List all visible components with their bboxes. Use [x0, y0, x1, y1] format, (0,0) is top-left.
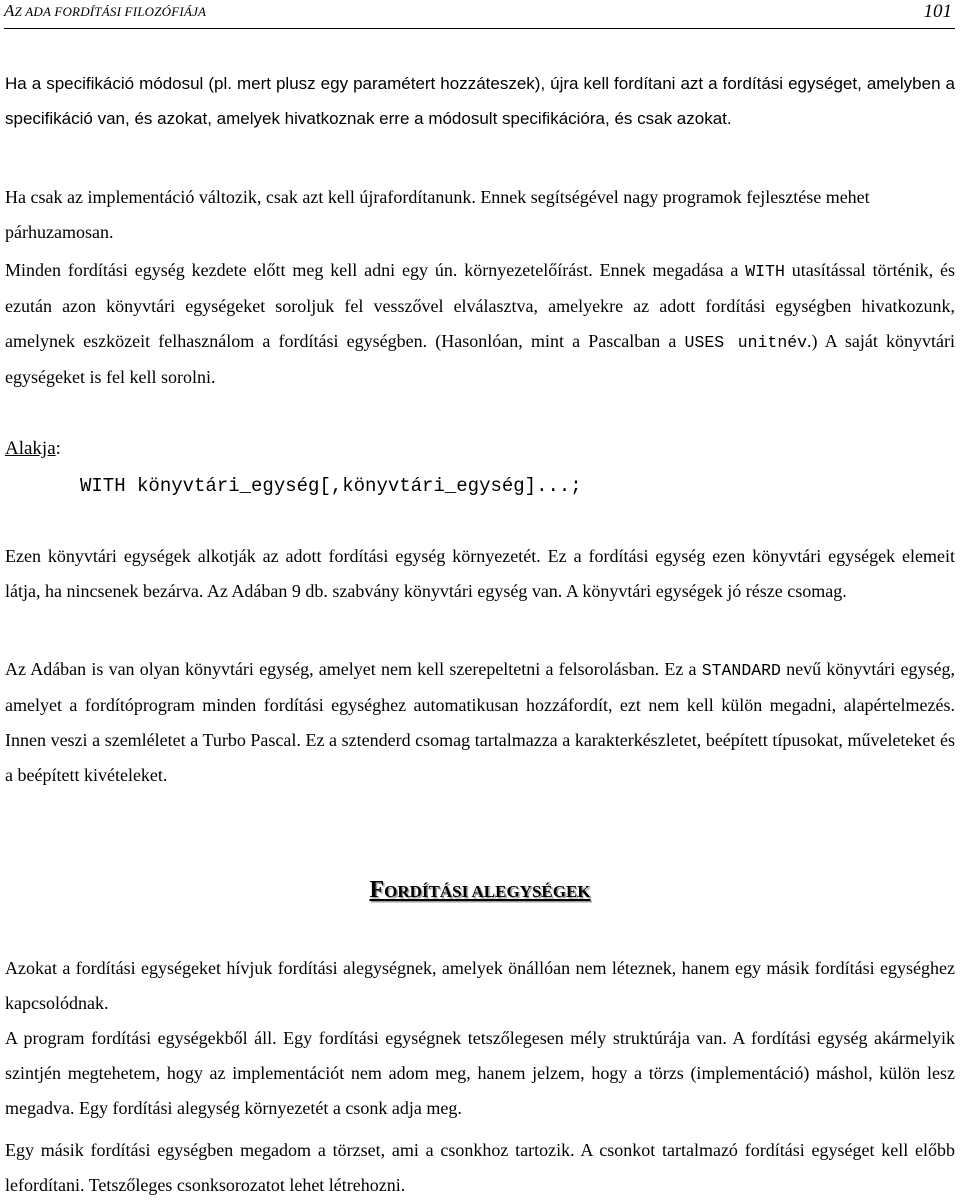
syntax-code: WITH könyvtári_egység[,könyvtári_egység]...;	[80, 475, 582, 497]
with-keyword: WITH	[745, 262, 785, 281]
paragraph-with-clause	[5, 253, 955, 395]
paragraph-spec-change	[5, 66, 955, 136]
running-title-rest: Z ADA FORDÍTÁSI FILOZÓFIÁJA	[14, 4, 207, 19]
paragraph-impl-change: Ha csak az implementáció változik, csak azt kell újrafordítanunk. Ennek segítségével nagy programok fejlesztése mehet párhuzamosan.	[5, 187, 870, 242]
standard-keyword: STANDARD	[701, 661, 781, 680]
paragraph-with-text-2: utasítással történik, és ezután azon könyvtári egységeket soroljuk fel vesszővel elválasztva, amelyekre az adott fordítási egységben hivatkozunk, amelynek eszközeit felhasználom a fordítási egységben. (Hasonlóan, mint a Pascalban a	[5, 260, 956, 351]
syntax-label	[5, 438, 61, 460]
paragraph-environment: Ezen könyvtári egységek alkotják az adott fordítási egység környezetét. Ez a fordítási egység ezen könyvtári egységek elemeit látja, ha nincsenek bezárva. Az Adában 9 db. szabvány könyvtári egység van. A könyvtári egységek jó része csomag.	[5, 546, 955, 601]
running-title	[4, 1, 206, 21]
syntax-label-word: Alakja	[5, 438, 56, 459]
paragraph-standard-text-1: Az Adában is van olyan könyvtári egység, amelyet nem kell szerepeltetni a felsorolásban. Ez a	[5, 659, 702, 679]
uses-keyword: USES unitnév	[684, 333, 808, 352]
paragraph-spec-change-text: Ha a specifikáció módosul (pl. mert plusz egy paramétert hozzáteszek), újra kell fordítani azt a fordítási egységet, amelyben a specifikáció van, és azokat, amelyek hivatkoznak erre a módosult specifikációra, és csak azokat.	[5, 74, 955, 128]
paragraph-standard	[5, 652, 955, 793]
page-number: 101	[923, 1, 952, 22]
syntax-label-colon: :	[55, 438, 61, 459]
paragraph-body-stub: Egy másik fordítási egységben megadom a törzset, ami a csonkhoz tartozik. A csonkot tartalmazó fordítási egységet kell előbb lefordítani. Tetszőleges csonksorozatot lehet létrehozni.	[5, 1140, 955, 1195]
section-heading-initial: F	[369, 877, 385, 903]
section-heading-rest: ORDÍTÁSI ALEGYSÉGEK	[384, 882, 591, 901]
paragraph-with-text-3: .) A saját könyvtári egységeket is fel kell sorolni.	[5, 331, 955, 387]
section-heading	[5, 877, 955, 904]
running-title-initial: A	[4, 1, 15, 20]
paragraph-standard-text-2: nevű könyvtári egység, amelyet a fordítóprogram minden fordítási egységhez automatikusan hozzáfordít, ezt nem kell külön megadni, alapértelmezés. Innen veszi a szemléletet a Turbo Pascal. Ez a sztenderd csomag tartalmazza a karakterkészletet, beépített típusokat, műveleteket és a beépített kivételeket.	[5, 659, 955, 785]
page-header	[4, 0, 955, 29]
paragraph-stub: A program fordítási egységekből áll. Egy fordítási egységnek tetszőlegesen mély struktúrája van. A fordítási egység akármelyik szintjén megtehetem, hogy az implementációt nem adom meg, hanem jelzem, hogy a törzs (implementáció) máshol, külön lesz megadva. Egy fordítási alegység környezetét a csonk adja meg.	[5, 1028, 955, 1118]
paragraph-subunit-def: Azokat a fordítási egységeket hívjuk fordítási alegységnek, amelyek önállóan nem léteznek, hanem egy másik fordítási egységhez kapcsolódnak.	[5, 958, 955, 1013]
paragraph-with-text-1: Minden fordítási egység kezdete előtt meg kell adni egy ún. környezetelőírást. Ennek megadása a	[5, 260, 746, 280]
